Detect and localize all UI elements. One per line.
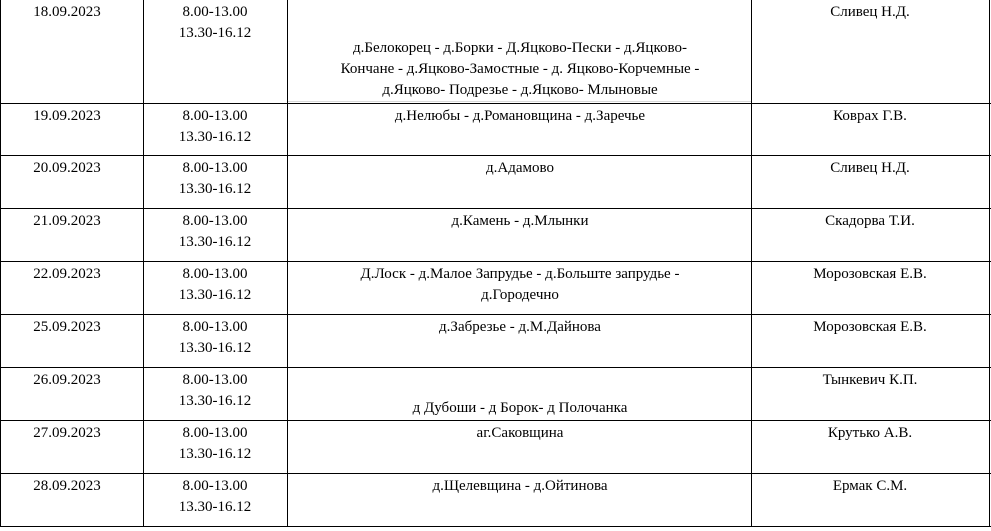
responsible-cell [751,264,989,285]
date-cell [1,476,133,497]
row-divider [0,261,991,262]
column-divider [751,0,752,527]
responsible-name: Скадорва Т.И. [825,213,915,229]
villages-line: д.Нелюбы - д.Романовщина - д.Заречье [394,108,646,124]
villages-line: Д.Лоск - д.Малое Запрудье - д.Больште запрудье - [360,266,680,282]
villages-line: д.Щелевщина - д.Ойтинова [432,478,608,494]
responsible-name: Морозовская Е.В. [813,266,927,282]
row-divider [0,526,991,527]
time-afternoon: 13.30-16.12 [178,393,252,409]
column-divider [143,0,144,527]
villages-cell [287,106,753,127]
column-divider [0,0,1,527]
villages-line: д.Камень - д.Млынки [451,213,589,229]
row-divider [0,367,991,368]
date-text: 21.09.2023 [33,213,101,229]
responsible-name: Коврах Г.В. [833,108,907,124]
column-divider [287,0,288,527]
time-morning: 8.00-13.00 [182,372,248,388]
responsible-cell [751,211,989,232]
row-divider [0,314,991,315]
villages-cell [287,317,753,338]
villages-cell [287,158,753,179]
time-morning: 8.00-13.00 [182,266,248,282]
row-divider [0,420,991,421]
date-text: 27.09.2023 [33,425,101,441]
date-text: 28.09.2023 [33,478,101,494]
villages-line: д.Городечно [481,287,559,303]
villages-cell [287,476,753,497]
date-cell [1,211,133,232]
row-divider [287,101,751,102]
responsible-name: Сливец Н.Д. [830,160,910,176]
date-cell [1,158,133,179]
villages-line: аг.Саковщина [476,425,564,441]
villages-cell [287,211,753,232]
date-text: 26.09.2023 [33,372,101,388]
time-afternoon: 13.30-16.12 [178,340,252,356]
responsible-cell [751,106,989,127]
villages-cell [287,264,753,306]
time-afternoon: 13.30-16.12 [178,234,252,250]
time-afternoon: 13.30-16.12 [178,499,252,515]
date-cell [1,106,133,127]
date-text: 18.09.2023 [33,4,101,20]
time-afternoon: 13.30-16.12 [178,287,252,303]
date-cell [1,264,133,285]
time-morning: 8.00-13.00 [182,108,248,124]
responsible-cell [751,476,989,497]
time-cell [143,476,287,518]
villages-line: д.Яцково- Подрезье - д.Яцково- Млыновые [382,82,658,98]
time-afternoon: 13.30-16.12 [178,446,252,462]
villages-line: д.Забрезье - д.М.Дайнова [439,319,601,335]
villages-cell [287,38,753,101]
responsible-name: Ермак С.М. [832,478,908,494]
responsible-cell [751,370,989,391]
time-morning: 8.00-13.00 [182,160,248,176]
responsible-cell [751,158,989,179]
row-divider [0,155,991,156]
responsible-name: Тынкевич К.П. [822,372,918,388]
row-divider [0,208,991,209]
villages-cell [287,423,753,444]
time-afternoon: 13.30-16.12 [178,129,252,145]
responsible-name: Морозовская Е.В. [813,319,927,335]
time-afternoon: 13.30-16.12 [178,181,252,197]
time-cell [143,2,287,44]
date-text: 20.09.2023 [33,160,101,176]
column-divider [989,0,990,527]
responsible-cell [751,317,989,338]
time-cell [143,264,287,306]
date-cell [1,370,133,391]
time-cell [143,158,287,200]
time-cell [143,211,287,253]
time-cell [143,106,287,148]
time-morning: 8.00-13.00 [182,4,248,20]
time-cell [143,423,287,465]
time-morning: 8.00-13.00 [182,213,248,229]
villages-line: д.Адамово [486,160,554,176]
time-morning: 8.00-13.00 [182,319,248,335]
villages-line: Кончане - д.Яцково-Замостные - д. Яцково-Корчемные - [340,61,700,77]
time-morning: 8.00-13.00 [182,478,248,494]
row-divider [0,103,991,104]
time-afternoon: 13.30-16.12 [178,25,252,41]
date-cell [1,317,133,338]
villages-cell [287,398,753,419]
villages-line: д Дубоши - д Борок- д Полочанка [412,400,628,416]
responsible-cell [751,423,989,444]
responsible-cell [751,2,989,23]
date-text: 19.09.2023 [33,108,101,124]
time-morning: 8.00-13.00 [182,425,248,441]
villages-line: д.Белокорец - д.Борки - Д.Яцково-Пески - д.Яцково- [353,40,687,56]
date-cell [1,423,133,444]
row-divider [0,473,991,474]
date-cell [1,2,133,23]
time-cell [143,317,287,359]
date-text: 22.09.2023 [33,266,101,282]
responsible-name: Сливец Н.Д. [830,4,910,20]
time-cell [143,370,287,412]
date-text: 25.09.2023 [33,319,101,335]
responsible-name: Крутько А.В. [827,425,913,441]
